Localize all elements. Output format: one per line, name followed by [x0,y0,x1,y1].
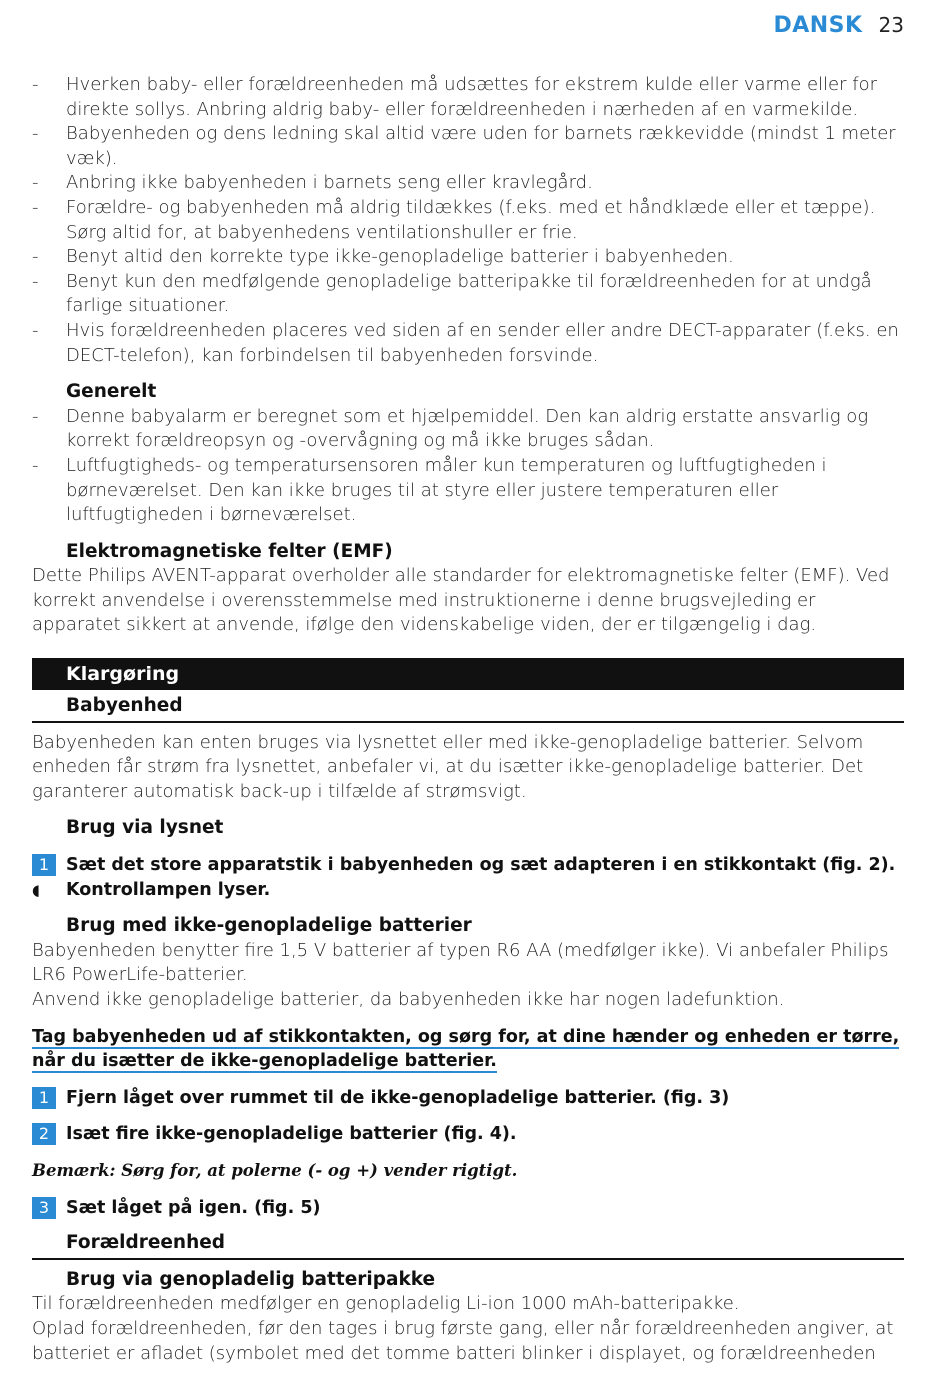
baby-unit-text: Babyenheden kan enten bruges via lysnettet eller med ikke-genopladelige batterier. Selvom enheden får strøm fra lysnettet, anbefaler vi, at du isætter ikke-genopladelige batterier. Det garanterer automatisk back-up i tilfælde af strømsvigt. [32,731,864,802]
section-title: Klargøring [32,658,904,690]
battery-heading: Brug med ikke-genopladelige batterier [66,915,472,937]
rechargeable-text: Til forældreenheden medfølger en genopladelig Li-ion 1000 mAh-batteripakke. [32,1293,740,1315]
step-item [32,1086,904,1111]
step-number: 2 [32,1123,56,1145]
page-number: 23 [878,13,904,37]
step-text: Sæt låget på igen. (fig. 5) [66,1197,321,1218]
rechargeable-heading: Brug via genopladelig batteripakke [66,1268,436,1290]
note-text: Bemærk: Sørg for, at polerne (- og +) vender rigtigt. [32,1160,518,1180]
step-text: Isæt fire ikke-genopladelige batterier (fig. 4). [66,1124,517,1145]
step-item [32,1196,904,1221]
step-number: 1 [32,854,56,876]
general-heading: Generelt [66,381,157,403]
list-item: - Benyt altid den korrekte type ikke-genopladelige batterier i babyenheden. [32,245,904,270]
emf-heading: Elektromagnetiske felter (EMF) [66,540,393,562]
step-text: Sæt det store apparatstik i babyenheden og sæt adapteren i en stikkontakt (fig. 2). [66,855,896,876]
safety-list [32,73,904,368]
step-number: 3 [32,1197,56,1219]
list-item: - Luftfugtigheds- og temperatursensoren måler kun temperaturen og luftfugtigheden i børneværelset. Den kan ikke bruges til at styre eller justere temperaturen eller luftfugtigheden i børneværelset. [32,454,904,528]
rechargeable-text: Oplad forældreenheden, før den tages i brug første gang, eller når forældreenheden angiver, at batteriet er afladet (symbolet med det tomme batteri blinker i displayet, og forældreenheden [32,1317,894,1364]
step-item [32,1122,904,1147]
battery-warning [32,1025,904,1074]
list-item: - Denne babyalarm er beregnet som et hjælpemiddel. Den kan aldrig erstatte ansvarlig og korrekt forældreopsyn og -overvågning og må ikke bruges sådan. [32,405,904,454]
list-item: - Babyenheden og dens ledning skal altid være uden for barnets rækkevidde (mindst 1 meter væk). [32,122,904,171]
list-item: - Hvis forældreenheden placeres ved siden af en sender eller andre DECT-apparater (f.eks. en DECT-telefon), kan forbindelsen til babyenheden forsvinde. [32,319,904,368]
result-text: Kontrollampen lyser. [66,879,271,900]
list-item: - Forældre- og babyenheden må aldrig tildækkes (f.eks. med et håndklæde eller et tæppe). Sørg altid for, at babyenhedens ventilationshuller er frie. [32,196,904,245]
step-result [32,878,904,903]
battery-text: Anvend ikke genopladelige batterier, da babyenheden ikke har nogen ladefunktion. [32,989,785,1010]
result-arrow-icon: ◖ [32,880,40,899]
page-content [32,73,904,1366]
list-item: - Hverken baby- eller forældreenheden må udsættes for ekstrem kulde eller varme eller for direkte sollys. Anbring aldrig baby- eller forældreenheden i nærheden af en varmekilde. [32,73,904,122]
battery-text: Babyenheden benytter fire 1,5 V batterier af typen R6 AA (medfølger ikke). Vi anbefaler Philips LR6 PowerLife-batterier. [32,939,889,986]
baby-unit-heading: Babyenhed [32,694,904,723]
mains-heading: Brug via lysnet [66,817,224,839]
page-header [773,10,904,40]
language-label: DANSK [773,12,863,38]
list-item: - Anbring ikke babyenheden i barnets seng eller kravlegård. [32,171,904,196]
emf-text: Dette Philips AVENT-apparat overholder alle standarder for elektromagnetiske felter (EMF). Ved korrekt anvendelse i overensstemmelse med instruktionerne i denne brugsvejleding er apparatet sikkert at anvende, ifølge den videnskabelige viden, der er tilgængelig i dag. [32,565,890,636]
step-text: Fjern låget over rummet til de ikke-genopladelige batterier. (fig. 3) [66,1087,730,1108]
list-item: - Benyt kun den medfølgende genopladelige batteripakke til forældreenheden for at undgå farlige situationer. [32,270,904,319]
step-item [32,853,904,878]
step-number: 1 [32,1087,56,1109]
warning-text: Tag babyenheden ud af stikkontakten, og sørg for, at dine hænder og enheden er tørre, når du isætter de ikke-genopladelige batterier. [32,1026,900,1072]
parent-unit-heading: Forældreenhed [32,1231,904,1260]
